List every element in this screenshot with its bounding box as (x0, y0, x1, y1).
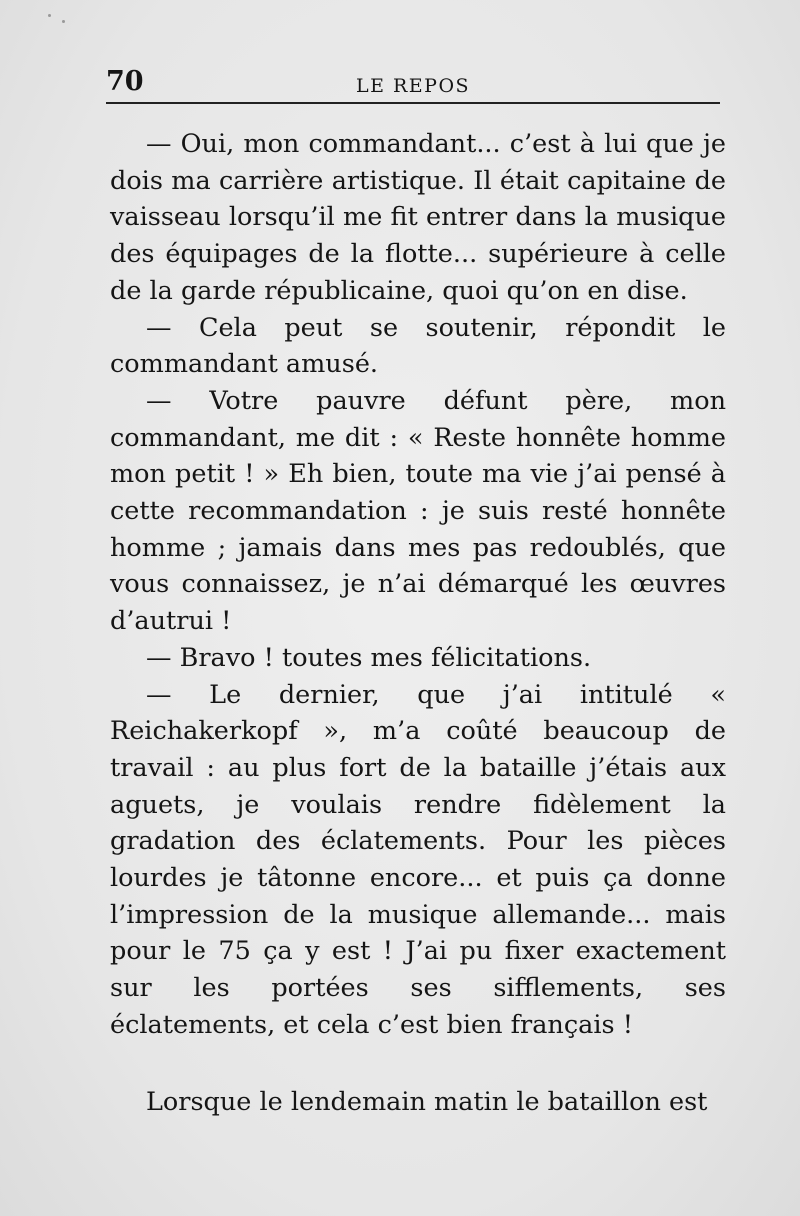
running-title: LE REPOS (355, 75, 471, 97)
header-rule (106, 102, 720, 104)
paragraph-4: — Bravo ! toutes mes félicitations. (146, 642, 592, 673)
paragraph-1: — Oui, mon commandant... c’est à lui que je dois ma carrière artistique. Il était capitaine de vaisseau lorsqu’il me fit entrer dans la musique des équipages de la flotte... supérieure à celle de la garde républicaine, quoi qu’on en dise. (110, 129, 726, 306)
page-header (106, 66, 720, 102)
paper-speck (48, 14, 51, 17)
paper-speck (62, 20, 65, 23)
paragraph-3: — Votre pauvre défunt père, mon commandant, me dit : « Reste honnête homme mon petit ! » Eh bien, toute ma vie j’ai pensé à cette recommandation : je suis resté honnête homme ; jamais dans mes pas redoublés, que vous connaissez, je n’ai démarqué les œuvres d’autrui ! (110, 385, 726, 637)
body-text (110, 126, 726, 1120)
paragraph-2: — Cela peut se soutenir, répondit le commandant amusé. (110, 312, 726, 380)
paragraph-5: — Le dernier, que j’ai intitulé « Reichakerkopf », m’a coûté beaucoup de travail : au plus fort de la bataille j’étais aux aguets, je voulais rendre fidèlement la gradation des éclatements. Pour les pièces lourdes je tâtonne encore... et puis ça donne l’impression de la musique allemande... mais pour le 75 ça y est ! J’ai pu fixer exactement sur les portées ses sifflements, ses éclatements, et cela c’est bien français ! (110, 679, 726, 1040)
paragraph-6: Lorsque le lendemain matin le bataillon est (146, 1086, 708, 1117)
page-number: 70 (106, 66, 144, 97)
section-gap (110, 1044, 726, 1084)
